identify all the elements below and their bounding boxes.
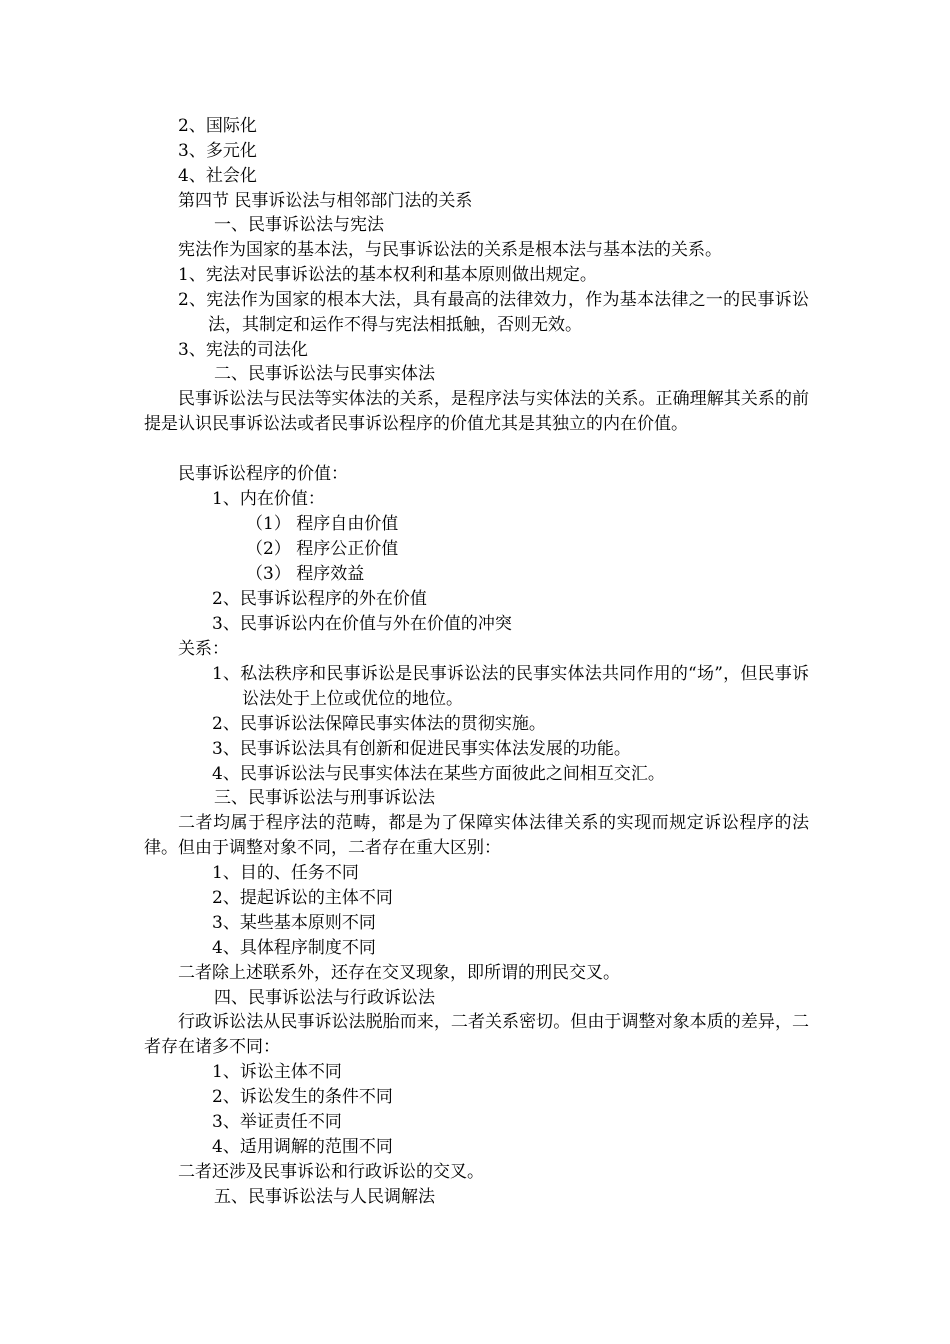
list-item: 3、宪法的司法化 bbox=[178, 340, 308, 360]
list-item: 2、宪法作为国家的根本大法，具有最高的法律效力，作为基本法律之一的民事诉讼法，其制定和运作不得与宪法相抵触，否则无效。 bbox=[178, 290, 809, 335]
list-item: 2、国际化 bbox=[178, 116, 257, 136]
paragraph: 二者均属于程序法的范畴，都是为了保障实体法律关系的实现而规定诉讼程序的法律。但由于调整对象不同，二者存在重大区别： bbox=[144, 813, 809, 858]
paragraph: 关系： bbox=[178, 639, 229, 659]
paragraph: 行政诉讼法从民事诉讼法脱胎而来，二者关系密切。但由于调整对象本质的差异，二者存在诸多不同： bbox=[144, 1012, 809, 1057]
list-item: 1、诉讼主体不同 bbox=[212, 1062, 342, 1082]
list-item: （1） 程序自由价值 bbox=[246, 514, 399, 534]
list-item: 1、宪法对民事诉讼法的基本权利和基本原则做出规定。 bbox=[178, 265, 597, 285]
list-item: 3、某些基本原则不同 bbox=[212, 913, 376, 933]
list-item: （2） 程序公正价值 bbox=[246, 539, 399, 559]
subsection-heading: 五、民事诉讼法与人民调解法 bbox=[214, 1187, 435, 1207]
list-item: 4、社会化 bbox=[178, 166, 257, 186]
list-item: 2、民事诉讼法保障民事实体法的贯彻实施。 bbox=[212, 714, 546, 734]
paragraph: 民事诉讼程序的价值： bbox=[178, 464, 348, 484]
subsection-heading: 二、民事诉讼法与民事实体法 bbox=[214, 364, 435, 384]
list-item: 4、民事诉讼法与民事实体法在某些方面彼此之间相互交汇。 bbox=[212, 764, 665, 784]
list-item: 1、目的、任务不同 bbox=[212, 863, 359, 883]
paragraph: 二者还涉及民事诉讼和行政诉讼的交叉。 bbox=[178, 1162, 484, 1182]
list-item: 2、民事诉讼程序的外在价值 bbox=[212, 589, 427, 609]
paragraph: 宪法作为国家的基本法，与民事诉讼法的关系是根本法与基本法的关系。 bbox=[178, 240, 722, 260]
list-item: 2、诉讼发生的条件不同 bbox=[212, 1087, 393, 1107]
list-item: 4、具体程序制度不同 bbox=[212, 938, 376, 958]
paragraph: 民事诉讼法与民法等实体法的关系，是程序法与实体法的关系。正确理解其关系的前提是认识民事诉讼法或者民事诉讼程序的价值尤其是其独立的内在价值。 bbox=[144, 389, 809, 434]
list-item: 2、提起诉讼的主体不同 bbox=[212, 888, 393, 908]
subsection-heading: 四、民事诉讼法与行政诉讼法 bbox=[214, 988, 435, 1008]
paragraph: 二者除上述联系外，还存在交叉现象，即所谓的刑民交叉。 bbox=[178, 963, 620, 983]
list-item: 3、民事诉讼内在价值与外在价值的冲突 bbox=[212, 614, 512, 634]
section-heading: 第四节 民事诉讼法与相邻部门法的关系 bbox=[178, 191, 473, 211]
subsection-heading: 一、民事诉讼法与宪法 bbox=[214, 215, 384, 235]
list-item: 3、多元化 bbox=[178, 141, 257, 161]
list-item: 3、举证责任不同 bbox=[212, 1112, 342, 1132]
list-item: 3、民事诉讼法具有创新和促进民事实体法发展的功能。 bbox=[212, 739, 631, 759]
list-item: （3） 程序效益 bbox=[246, 564, 365, 584]
list-item: 4、适用调解的范围不同 bbox=[212, 1137, 393, 1157]
list-item: 1、私法秩序和民事诉讼是民事诉讼法的民事实体法共同作用的“场”，但民事诉讼法处于上位或优位的地位。 bbox=[212, 664, 809, 709]
list-item: 1、内在价值： bbox=[212, 489, 325, 509]
subsection-heading: 三、民事诉讼法与刑事诉讼法 bbox=[214, 788, 435, 808]
